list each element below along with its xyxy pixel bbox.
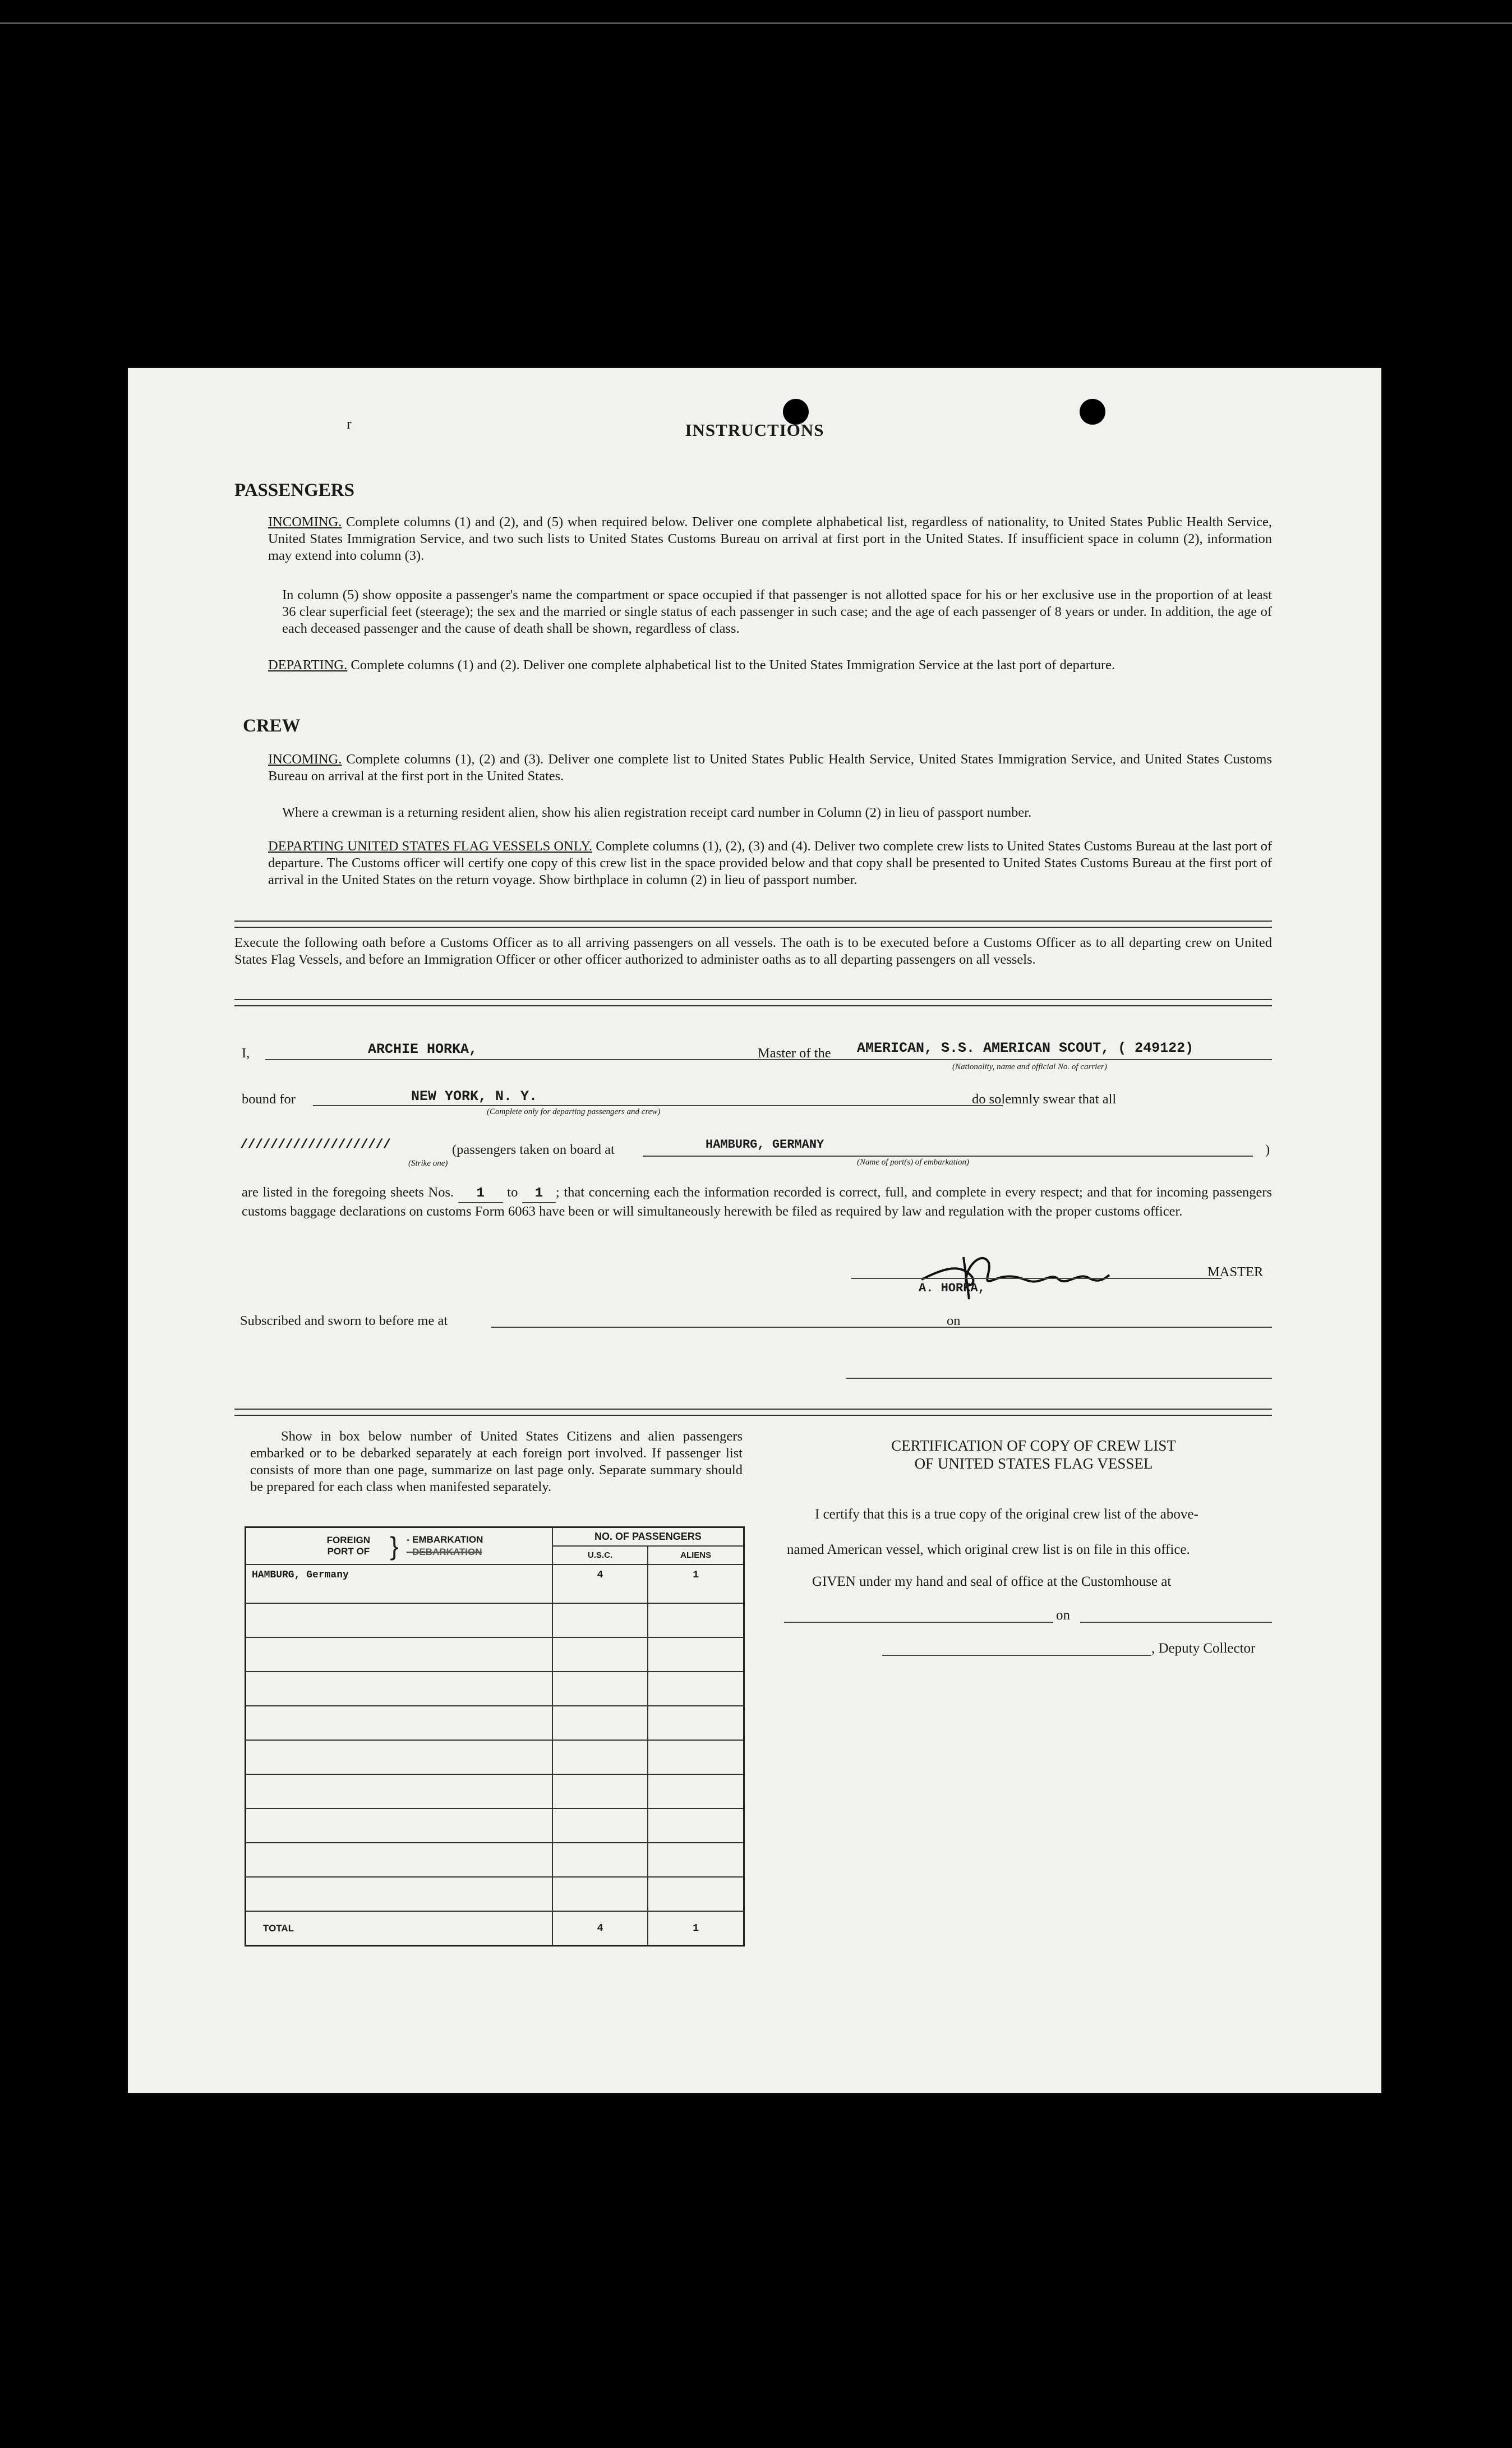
deputy-collector-label: , Deputy Collector <box>1151 1641 1256 1656</box>
bound-for-value: NEW YORK, N. Y. <box>411 1088 538 1105</box>
sheet-to: 1 <box>522 1185 556 1203</box>
vessel-line <box>847 1059 1272 1060</box>
table-row <box>246 1740 744 1774</box>
table-row <box>246 1877 744 1911</box>
table-row <box>246 1603 744 1637</box>
crew-resident-paragraph: Where a crewman is a returning resident alien, show his alien registration receipt card number in Column (2) in lieu of passport number. <box>282 805 1032 820</box>
to-label: to <box>507 1185 518 1200</box>
passengers-departing-paragraph <box>268 657 1272 674</box>
divider <box>234 921 1272 928</box>
embarkation-port: HAMBURG, GERMANY <box>706 1138 824 1152</box>
oath-instructions: Execute the following oath before a Customs Officer as to all arriving passengers on all vessels. The oath is to be executed before a Customs Officer as to all departing crew on United States Flag Vessels, and before an Immigration Officer or other officer authorized to administer oaths as to all departing passengers on all vessels. <box>234 935 1272 967</box>
passenger-summary-table <box>245 1526 745 1947</box>
table-row <box>246 1843 744 1877</box>
sheets-paragraph <box>242 1184 1272 1220</box>
foreign-port-label: FOREIGN PORT OF <box>326 1535 371 1557</box>
sheets-rest: ; that concerning each the information recorded is correct, full, and complete in every respect; and that for incoming passengers customs baggage declarations on customs Form 6063 have been or will simultaneously herewith be filed as required by law and regulation with the proper customs officer. <box>242 1185 1273 1219</box>
departing-text: Complete columns (1) and (2). Deliver one complete alphabetical list to the United States Immigration Service at the last port of departure. <box>351 657 1115 673</box>
brace-glyph: } <box>390 1531 399 1561</box>
table-row <box>246 1774 744 1809</box>
vessel-name: AMERICAN, S.S. AMERICAN SCOUT, ( 249122) <box>857 1040 1194 1056</box>
crew-flag-lead: DEPARTING UNITED STATES FLAG VESSELS ONLY. <box>268 839 592 854</box>
instructions-title: INSTRUCTIONS <box>685 420 824 440</box>
certification-title-line2: OF UNITED STATES FLAG VESSEL <box>914 1455 1153 1472</box>
total-usc: 4 <box>552 1911 648 1946</box>
row-aliens: 1 <box>648 1564 744 1603</box>
taken-on-board-label: (passengers taken on board at <box>452 1142 615 1157</box>
incoming-lead: INCOMING. <box>268 514 342 530</box>
arriving-departing-struck: //////////////////// <box>240 1138 391 1153</box>
certification-line3: GIVEN under my hand and seal of office at the Customhouse at <box>812 1574 1172 1589</box>
departing-lead: DEPARTING. <box>268 657 348 673</box>
row-port: HAMBURG, Germany <box>246 1564 552 1603</box>
sheet-from: 1 <box>458 1185 503 1203</box>
embarkation-label: - EMBARKATION <box>406 1534 483 1545</box>
bound-for-label: bound for <box>242 1092 296 1107</box>
divider <box>234 1409 1272 1416</box>
row-usc: 4 <box>552 1564 648 1603</box>
strike-caption: (Strike one) <box>408 1159 448 1168</box>
certification-title <box>795 1437 1272 1473</box>
table-row <box>246 1672 744 1706</box>
table-row <box>246 1809 744 1843</box>
certification-date-line <box>1080 1622 1272 1623</box>
form-page <box>128 368 1381 2093</box>
port-caption: (Name of port(s) of embarkation) <box>857 1158 969 1167</box>
table-row <box>246 1637 744 1672</box>
table-row <box>246 1706 744 1740</box>
passengers-heading: PASSENGERS <box>234 480 354 500</box>
vessel-caption: (Nationality, name and official No. of carrier) <box>952 1062 1107 1071</box>
bound-for-line <box>313 1105 1003 1106</box>
certification-on-label: on <box>1056 1608 1070 1623</box>
certification-title-line1: CERTIFICATION OF COPY OF CREW LIST <box>891 1437 1176 1454</box>
deputy-line <box>882 1655 1151 1656</box>
aliens-header: ALIENS <box>648 1546 744 1564</box>
close-paren: ) <box>1265 1142 1270 1157</box>
subscribed-label: Subscribed and sworn to before me at <box>240 1313 448 1328</box>
crew-incoming-text: Complete columns (1), (2) and (3). Deliver one complete list to United States Public Health Service, United States Immigration Service, and United States Customs Bureau on arrival at the first port in the United States. <box>268 752 1272 784</box>
passengers-incoming-paragraph <box>268 514 1272 564</box>
swear-label: do solemnly swear that all <box>972 1092 1117 1107</box>
total-aliens: 1 <box>648 1911 744 1946</box>
oath-i-label: I, <box>242 1046 250 1061</box>
table-row <box>246 1564 744 1603</box>
debarkation-label-struck: - DEBARKATION <box>406 1547 482 1557</box>
port-line <box>643 1156 1253 1157</box>
total-row <box>246 1911 744 1946</box>
certification-line1: I certify that this is a true copy of the original crew list of the above- <box>815 1507 1198 1522</box>
subscribed-date-line <box>972 1327 1272 1328</box>
crew-heading: CREW <box>243 716 301 736</box>
incoming-text: Complete columns (1) and (2), and (5) when required below. Deliver one complete alphabetical list, regardless of nationality, to United States Public Health Service, United States Immigration Service, and two such lists to United States Customs Bureau on arrival at first port in the United States. If insufficient space in column (2), information may extend into column (3). <box>268 514 1273 563</box>
crew-flag-text: Complete columns (1), (2), (3) and (4). Deliver two complete crew lists to United States Customs Bureau at the last port of departure. The Customs officer will certify one copy of this crew list in the space provided below and that copy shall be presented to United States Customs Bureau at the first port of arrival in the United States on the return voyage. Show birthplace in column (2) in lieu of passport number. <box>268 839 1272 887</box>
usc-header: U.S.C. <box>552 1546 648 1564</box>
certification-line2: named American vessel, which original crew list is on file in this office. <box>787 1542 1190 1557</box>
subscribed-on-label: on <box>947 1313 961 1328</box>
bound-for-caption: (Complete only for departing passengers and crew) <box>487 1107 661 1116</box>
master-name: ARCHIE HORKA, <box>368 1041 478 1057</box>
margin-mark: r <box>347 416 352 432</box>
signature-line <box>851 1278 1221 1279</box>
master-label: MASTER <box>1207 1264 1264 1280</box>
officer-line <box>846 1378 1272 1379</box>
crew-incoming-paragraph <box>268 751 1272 785</box>
customhouse-line <box>784 1622 1053 1623</box>
crew-incoming-lead: INCOMING. <box>268 752 342 767</box>
divider <box>234 999 1272 1006</box>
master-of-label: Master of the <box>758 1046 831 1061</box>
summary-instructions: Show in box below number of United States Citizens and alien passengers embarked or to be debarked separately at each foreign port involved. If passenger list consists of more than one page, summarize on last page only. Separate summary should be prepared for each class when manifested separately. <box>250 1429 743 1494</box>
port-header <box>246 1527 552 1565</box>
signature-typed-name: A. HORKA, <box>919 1281 985 1295</box>
sheets-label: are listed in the foregoing sheets Nos. <box>242 1185 454 1200</box>
passengers-column5-paragraph: In column (5) show opposite a passenger's name the compartment or space occupied if that passenger is not allotted space for his or her exclusive use in the proportion of at least 36 clear superficial feet (steerage); the sex and the married or single status of each passenger in such case; and the age of each passenger of 8 years or under. In addition, the age of each deceased passenger and the cause of death shall be shown, regardless of class. <box>282 587 1272 636</box>
scanner-edge-line <box>0 22 1512 24</box>
total-label: TOTAL <box>246 1911 552 1946</box>
passengers-header: NO. OF PASSENGERS <box>552 1527 744 1547</box>
crew-flag-paragraph <box>268 838 1272 889</box>
